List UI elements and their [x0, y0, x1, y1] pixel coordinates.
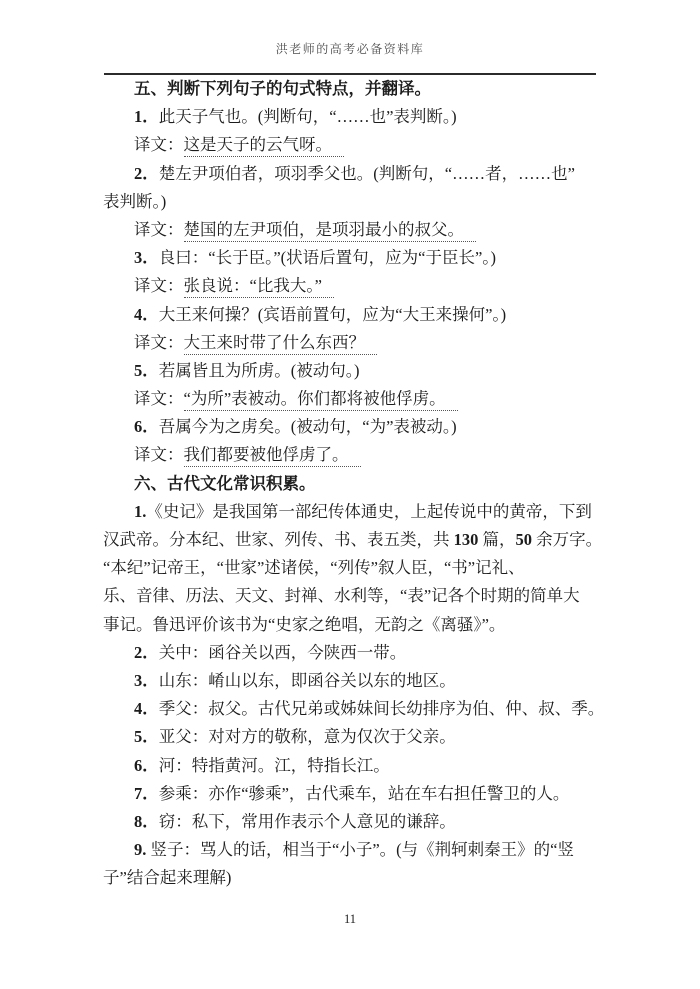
- section-heading: [103, 75, 605, 103]
- text-run: 表判断。): [103, 191, 167, 211]
- text-run: 吾属今为之虏矣。(被动句，“为”表被动。): [158, 417, 457, 437]
- text-run: 译文：: [134, 276, 184, 296]
- text-run: 2．: [134, 163, 159, 183]
- text-run: 子”结合起来理解): [103, 868, 232, 888]
- text-run: 五、判断下列句子的句式特点，并翻译。: [134, 80, 431, 98]
- answer-underlined-text: 楚国的左尹项伯，是项羽最小的叔父。: [184, 220, 477, 242]
- text-run: 3．: [134, 248, 159, 268]
- text-run: 亚父：对对方的敬称，意为仅次于父亲。: [158, 727, 456, 747]
- text-line: [103, 808, 605, 836]
- text-run: 6．: [134, 417, 159, 437]
- text-run: 5．: [134, 360, 159, 380]
- text-run: 4．: [134, 699, 159, 719]
- answer-underlined-text: 张良说：“比我大。”: [184, 276, 334, 298]
- text-run: 6．: [134, 755, 159, 775]
- text-run: “本纪”记帝王，“世家”述诸侯，“列传”叙人臣，“书”记礼、: [103, 558, 525, 578]
- answer-underlined-text: “为所”表被动。你们都将被他俘虏。: [184, 389, 458, 411]
- text-run: 季父：叔父。古代兄弟或姊妹间长幼排序为伯、仲、叔、季。: [158, 699, 605, 719]
- text-run: 篇，: [478, 530, 516, 549]
- text-line: [103, 357, 605, 385]
- text-run: 2．: [134, 642, 159, 662]
- text-line: [103, 441, 605, 469]
- text-run: 50: [515, 530, 532, 549]
- document-content: [103, 75, 605, 892]
- text-run: 大王来何操？(宾语前置句，应为“大王来操何”。): [158, 304, 507, 324]
- text-run: 1．: [134, 107, 159, 127]
- answer-underlined-text: 我们都要被他俘虏了。: [184, 445, 361, 467]
- text-run: 窃：私下，常用作表示个人意见的谦辞。: [158, 811, 456, 831]
- answer-underlined-text: 这是天子的云气呀。: [184, 135, 345, 157]
- text-line: [103, 695, 605, 723]
- text-run: 六、古代文化常识积累。: [134, 474, 316, 493]
- text-line: [103, 723, 605, 751]
- text-run: 汉武帝。分本纪、世家、列传、书、表五类，共: [103, 530, 454, 549]
- text-run: 130: [453, 530, 479, 549]
- answer-underlined-text: 大王来时带了什么东西？: [184, 333, 378, 355]
- text-line: [103, 385, 605, 413]
- text-line: [103, 329, 605, 357]
- text-run: 若属皆且为所虏。(被动句。): [158, 360, 360, 380]
- text-line: [103, 639, 605, 667]
- text-line: [103, 836, 605, 864]
- text-line: [103, 864, 605, 892]
- text-line: [103, 244, 605, 272]
- text-line: [103, 667, 605, 695]
- text-run: 事记。鲁迅评价该书为“史家之绝唱，无韵之《离骚》”。: [103, 614, 506, 634]
- text-run: 良曰：“长于臣。”(状语后置句，应为“于臣长”。): [158, 248, 497, 268]
- text-run: 关中：函谷关以西，今陕西一带。: [158, 642, 407, 662]
- text-run: 3．: [134, 670, 159, 690]
- text-run: 余万字。: [532, 530, 603, 549]
- text-line: [103, 554, 605, 582]
- section-heading: [103, 470, 605, 498]
- text-run: 5．: [134, 727, 159, 747]
- text-run: 译文：: [134, 219, 184, 239]
- page-number: 11: [343, 912, 357, 926]
- text-line: [103, 413, 605, 441]
- text-line: [103, 188, 605, 216]
- text-line: [103, 216, 605, 244]
- text-run: 译文：: [134, 389, 184, 409]
- text-line: [103, 498, 605, 526]
- text-run: 乐、音律、历法、天文、封禅、水利等，“表”记各个时期的简单大: [103, 586, 580, 606]
- text-line: [103, 780, 605, 808]
- text-run: 7．: [134, 783, 159, 803]
- text-run: 1.: [134, 501, 147, 521]
- text-run: 河：特指黄河。江，特指长江。: [158, 755, 390, 775]
- text-line: [103, 160, 605, 188]
- text-run: 竖子：骂人的话，相当于“小子”。(与《荆轲刺秦王》的“竖: [146, 840, 574, 860]
- text-run: 此天子气也。(判断句，“……也”表判断。): [158, 107, 457, 127]
- text-line: [103, 611, 605, 639]
- text-line: [103, 272, 605, 300]
- text-run: 译文：: [134, 445, 184, 465]
- text-line: [103, 752, 605, 780]
- text-line: [103, 301, 605, 329]
- text-line: [103, 582, 605, 610]
- text-run: 《史记》是我国第一部纪传体通史，上起传说中的黄帝，下到: [146, 501, 592, 521]
- text-run: 9.: [134, 840, 147, 860]
- text-run: 译文：: [134, 135, 184, 155]
- text-run: 参乘：亦作“骖乘”，古代乘车，站在车右担任警卫的人。: [158, 783, 570, 803]
- text-run: 4．: [134, 304, 159, 324]
- text-run: 山东：崤山以东，即函谷关以东的地区。: [158, 670, 456, 690]
- text-line: [103, 526, 605, 554]
- text-line: [103, 103, 605, 131]
- text-run: 8．: [134, 811, 159, 831]
- header-title: 洪老师的高考必备资料库: [275, 42, 425, 56]
- text-run: 译文：: [134, 332, 184, 352]
- text-line: [103, 131, 605, 159]
- text-run: 楚左尹项伯者，项羽季父也。(判断句，“……者，……也”: [158, 163, 575, 183]
